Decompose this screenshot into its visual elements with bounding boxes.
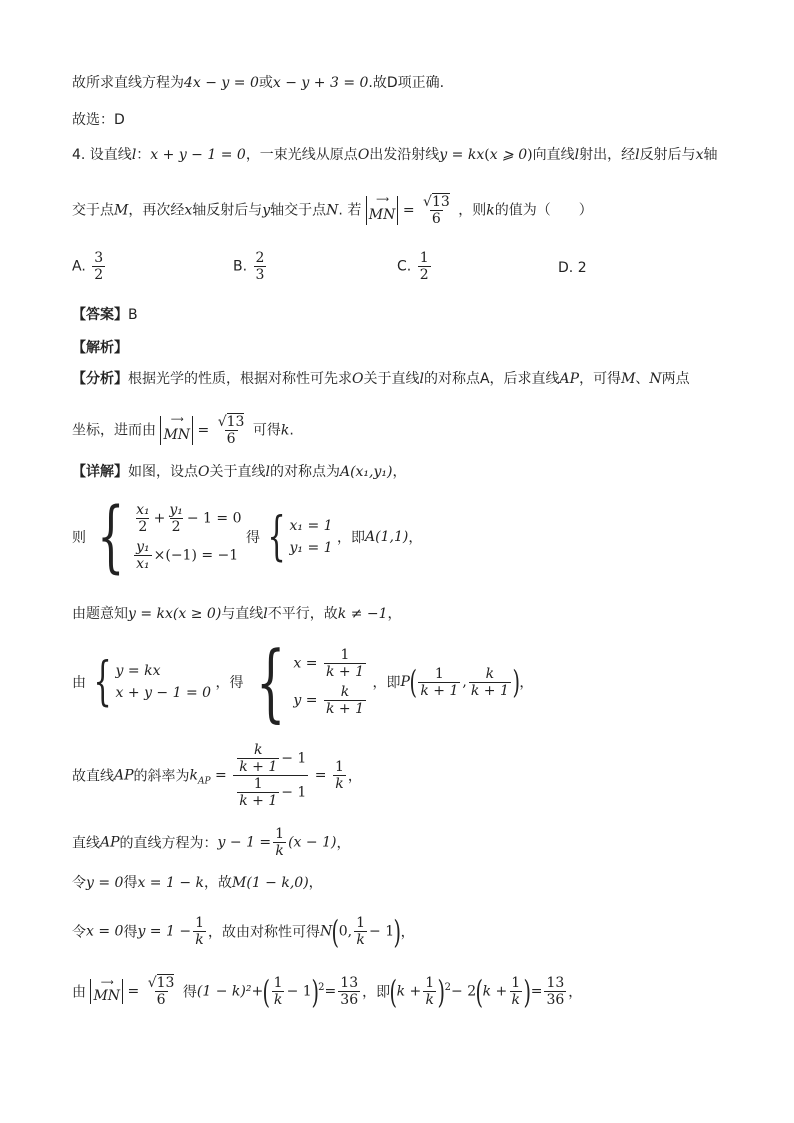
minus-one: − 1 bbox=[281, 784, 307, 801]
fraction: $\frac{√13}{6}$ bbox=[217, 414, 245, 447]
denominator: 2 bbox=[138, 519, 148, 535]
question-4-line-1: 4. 设直线l：x + y − 1 = 0，一束光线从原点O出发沿射线y = kx(x ⩾ 0)向直线l射出，经l反射后与x轴 bbox=[72, 147, 718, 163]
var: MN bbox=[163, 427, 191, 443]
text: 得 bbox=[123, 875, 138, 891]
numerator: k bbox=[485, 665, 495, 682]
var: y bbox=[262, 202, 271, 219]
text: ，一束光线从原点 bbox=[245, 147, 358, 163]
equation: y = kx bbox=[439, 147, 485, 163]
condition: (x ≥ 0) bbox=[172, 606, 222, 622]
text: 可得 bbox=[252, 422, 281, 439]
text: 则 bbox=[72, 530, 86, 546]
text: ，故由对称性可得 bbox=[208, 924, 320, 941]
var: x bbox=[695, 147, 704, 163]
text: 轴反射后与 bbox=[192, 202, 263, 219]
text: 的斜率为 bbox=[133, 768, 190, 785]
text: 故所求直线方程为 bbox=[72, 75, 184, 91]
var: AP bbox=[114, 767, 134, 784]
option-c[interactable] bbox=[397, 250, 433, 283]
text: 如图，设点 bbox=[128, 464, 198, 480]
text: 得 bbox=[182, 984, 197, 1001]
lhs: y − 1 = bbox=[217, 834, 272, 851]
denominator: k + 1 bbox=[239, 759, 278, 775]
text: ，再次经 bbox=[128, 202, 185, 219]
complex-fraction bbox=[233, 742, 308, 809]
text: 直线 bbox=[72, 835, 100, 852]
text: 出发沿射线 bbox=[369, 147, 440, 163]
denominator: k + 1 bbox=[325, 664, 364, 680]
text: ， bbox=[387, 606, 402, 622]
lhs: x = bbox=[293, 655, 318, 672]
text: 关于直线 bbox=[209, 464, 266, 480]
inequality: k ≠ −1 bbox=[337, 606, 388, 622]
text: 坐标，进而由 bbox=[72, 422, 156, 439]
var: k bbox=[189, 767, 199, 784]
vector-magnitude: ⟶ MN bbox=[90, 979, 123, 1004]
var: MN bbox=[93, 988, 121, 1004]
text: ，即 bbox=[362, 984, 391, 1001]
text: ，故 bbox=[204, 875, 233, 891]
text: ： bbox=[136, 147, 151, 163]
numerator: y₁ bbox=[136, 539, 150, 555]
radicand: 13 bbox=[431, 194, 450, 210]
text: ， bbox=[400, 924, 415, 941]
denominator: 2 bbox=[94, 267, 104, 283]
text: ， bbox=[519, 675, 534, 691]
let-x-zero: 令x = 0得y = 1 − $\frac{1}{k}$ ，故由对称性可得N(0, $\frac{1}{k}$ − 1)， bbox=[72, 912, 415, 951]
var: N bbox=[326, 202, 339, 219]
text: 与直线 bbox=[221, 606, 264, 622]
denominator: 3 bbox=[255, 267, 265, 283]
system-1: 则 { $\frac{\text{x₁}}{2}$ + $\frac{\text{y₁}}{2}$ − 1 = 0 $\frac{\text{y₁}}{\text{x₁}}$ ×(−1) = −1 得 { x₁ = 1 y₁ = 1 ，即A(1,1)， bbox=[72, 492, 423, 582]
var: O bbox=[357, 147, 370, 163]
exponent: 2 bbox=[318, 981, 325, 993]
text: 得 bbox=[245, 530, 260, 546]
var: l bbox=[265, 464, 270, 480]
option-label: B. bbox=[233, 258, 248, 275]
text: ，即 bbox=[337, 530, 366, 546]
numerator: 1 bbox=[334, 759, 344, 775]
denominator: k + 1 bbox=[470, 682, 509, 699]
answer-line bbox=[72, 305, 138, 325]
detail-tag: 【详解】 bbox=[72, 464, 128, 480]
lhs: y = bbox=[293, 692, 318, 709]
term: (1 − k)² bbox=[196, 983, 252, 1000]
equation-tail: − 1 = 0 bbox=[186, 510, 242, 527]
equation: x = 0 bbox=[86, 923, 124, 940]
solution: x₁ = 1 bbox=[289, 518, 333, 534]
fenxi-tag: 【分析】 bbox=[72, 371, 128, 387]
text: .故D项正确. bbox=[368, 75, 445, 91]
fraction bbox=[418, 250, 431, 283]
fraction: $\frac{√13}{6}$ bbox=[423, 194, 450, 227]
var: P bbox=[400, 674, 410, 690]
denominator: k + 1 bbox=[239, 793, 278, 809]
denominator: k bbox=[425, 992, 434, 1008]
slope-line bbox=[72, 742, 362, 809]
equation: x = 1 − k bbox=[137, 875, 205, 891]
text: 交于点 bbox=[72, 202, 114, 219]
term: k + bbox=[482, 983, 508, 1000]
text: ， bbox=[308, 875, 323, 891]
denominator: k bbox=[273, 992, 283, 1008]
text: 根据光学的性质，根据对称性可先求 bbox=[128, 371, 352, 387]
text: 轴 bbox=[703, 147, 718, 163]
text: 得 bbox=[123, 924, 138, 941]
plus: + bbox=[153, 510, 166, 527]
text: . 若 bbox=[338, 202, 362, 219]
numerator: 3 bbox=[94, 250, 104, 266]
var: N bbox=[649, 371, 662, 387]
text: ， bbox=[568, 984, 583, 1001]
numerator: 1 bbox=[340, 647, 350, 663]
numerator: 1 bbox=[425, 975, 435, 991]
text: ， bbox=[408, 530, 423, 546]
text: 的值为（ ） bbox=[494, 202, 593, 219]
var: k bbox=[486, 202, 495, 219]
fenxi-line-2: 坐标，进而由 ⟶ MN = $\frac{√13}{6}$ 可得k. bbox=[72, 414, 294, 447]
denominator: 36 bbox=[340, 992, 359, 1008]
denominator: k bbox=[511, 992, 520, 1008]
text: 向直线 bbox=[532, 147, 575, 163]
text: ，得 bbox=[215, 675, 244, 691]
text: 的直线方程为： bbox=[119, 835, 218, 852]
equation: 4x − y = 0 bbox=[184, 75, 259, 91]
var: AP bbox=[100, 834, 120, 851]
numerator: 1 bbox=[273, 975, 283, 991]
fenxi-line-1 bbox=[72, 369, 690, 389]
text: 射出，经 bbox=[579, 147, 636, 163]
equation: x + y − 1 = 0 bbox=[150, 147, 246, 163]
var: M bbox=[621, 371, 636, 387]
var: l bbox=[263, 606, 268, 622]
point: M(1 − k,0) bbox=[232, 875, 309, 891]
text: 由 bbox=[72, 675, 86, 691]
text: 故直线 bbox=[72, 768, 114, 785]
option-d[interactable] bbox=[558, 260, 587, 276]
text: . bbox=[289, 422, 294, 439]
denominator: 6 bbox=[431, 211, 441, 227]
answer-tag: 【答案】 bbox=[72, 307, 128, 323]
exponent: 2 bbox=[444, 981, 452, 993]
let-y-zero bbox=[72, 873, 323, 893]
numerator: 1 bbox=[356, 915, 366, 931]
analysis-heading: 【解析】 bbox=[72, 340, 128, 356]
var: M bbox=[114, 202, 129, 219]
equation: y = 0 bbox=[86, 875, 124, 891]
text: 由题意知 bbox=[72, 606, 128, 622]
option-label: A. bbox=[72, 258, 86, 275]
numerator: x₁ bbox=[136, 502, 150, 518]
line-ap-equation bbox=[72, 826, 350, 859]
equation-tail: ×(−1) = −1 bbox=[153, 547, 239, 564]
numerator: 13 bbox=[546, 975, 565, 991]
numerator: k bbox=[253, 742, 263, 758]
minus-one: − 1 bbox=[369, 923, 395, 940]
text: 轴交于点 bbox=[270, 202, 327, 219]
var: x bbox=[184, 202, 193, 219]
text: 不平行，故 bbox=[267, 606, 338, 622]
var: N bbox=[320, 923, 333, 940]
numerator: 1 bbox=[511, 975, 521, 991]
text: 反射后与 bbox=[639, 147, 696, 163]
vector-magnitude: ⟶ MN bbox=[160, 416, 193, 445]
equation: y = kx bbox=[115, 663, 161, 679]
option-b[interactable] bbox=[233, 250, 268, 283]
denominator: 6 bbox=[156, 992, 166, 1008]
numerator: y₁ bbox=[169, 502, 183, 518]
equation: x + y − 1 = 0 bbox=[115, 685, 212, 701]
text: 4. 设直线 bbox=[72, 147, 132, 163]
numerator: k bbox=[340, 684, 350, 700]
term: k + bbox=[396, 983, 422, 1000]
text: ，可得 bbox=[579, 371, 622, 387]
text: 两点 bbox=[661, 371, 690, 387]
vector-magnitude: ⟶ MN bbox=[366, 196, 399, 225]
plus: + bbox=[251, 983, 264, 1000]
denominator: x₁ bbox=[136, 556, 150, 572]
text: 或 bbox=[258, 75, 273, 91]
text: 的对称点A，后求直线 bbox=[423, 371, 560, 387]
text: 的对称点为 bbox=[269, 464, 340, 480]
var: AP bbox=[559, 371, 580, 387]
system-2: 由 { y = kx x + y − 1 = 0 ，得 { x = $\frac{1}{k + 1}$ y = $\frac{k}{k + 1}$ ，即P( $\frac{1}{k + 1}$ , $\frac{k}{k + 1}$ )， bbox=[72, 633, 534, 731]
equals: = bbox=[215, 767, 227, 784]
text: 关于直线 bbox=[363, 371, 420, 387]
equation: y = 1 − bbox=[137, 923, 192, 940]
text: 由 bbox=[72, 984, 86, 1001]
condition: x ⩾ 0 bbox=[489, 147, 528, 163]
coordinate: 0, bbox=[338, 923, 353, 940]
point: A(1,1) bbox=[365, 529, 409, 545]
numerator: 1 bbox=[275, 826, 285, 842]
minus-one: − 1 bbox=[281, 750, 307, 767]
text: 令 bbox=[72, 875, 86, 891]
equals: = bbox=[530, 983, 543, 1000]
option-label: D. bbox=[558, 260, 574, 276]
solution: y₁ = 1 bbox=[289, 540, 333, 556]
equals: = bbox=[324, 983, 337, 1000]
detail-line bbox=[72, 462, 406, 482]
denominator: 36 bbox=[546, 992, 565, 1008]
denominator: 6 bbox=[226, 431, 236, 447]
var: l bbox=[131, 147, 137, 163]
text: ，则 bbox=[458, 202, 487, 219]
equation: x − y + 3 = 0 bbox=[272, 75, 369, 91]
denominator: k + 1 bbox=[325, 701, 364, 717]
var: MN bbox=[368, 207, 396, 223]
text: ， bbox=[336, 835, 351, 852]
var: O bbox=[352, 371, 364, 387]
minus-one: − 1 bbox=[286, 983, 312, 1000]
text: 令 bbox=[72, 924, 86, 941]
answer-value: B bbox=[128, 307, 138, 323]
conclusion-line bbox=[72, 73, 444, 93]
radicand: 13 bbox=[156, 975, 175, 991]
text: ，即 bbox=[372, 675, 401, 691]
numerator: 13 bbox=[340, 975, 359, 991]
fraction bbox=[254, 250, 267, 283]
option-label: C. bbox=[397, 258, 412, 275]
option-value: 2 bbox=[577, 260, 587, 276]
numerator: 2 bbox=[255, 250, 265, 266]
var: l bbox=[635, 147, 640, 163]
numerator: 1 bbox=[434, 665, 444, 682]
choice-line: 故选：D bbox=[72, 112, 125, 128]
rhs: (x − 1) bbox=[288, 834, 337, 851]
denominator: k bbox=[275, 843, 284, 859]
equals: = bbox=[314, 767, 327, 784]
denominator: k bbox=[195, 932, 204, 948]
equation: y = kx bbox=[128, 606, 173, 622]
var: l bbox=[419, 371, 424, 387]
numerator: 1 bbox=[419, 250, 429, 266]
subscript: AP bbox=[198, 776, 211, 787]
var: O bbox=[198, 464, 210, 480]
term: − 2 bbox=[451, 983, 477, 1000]
var: l bbox=[574, 147, 580, 163]
final-equation: 由 ⟶ MN = $\frac{√13}{6}$ 得(1 − k)²+( $\frac{1}{k}$ − 1)$^2$= $\frac{13}{36}$ ，即(k + $\frac{1}{k}$ )$^2$− 2(k + $\frac{1}{k}$ )= $\frac{13}{36}$ ， bbox=[72, 972, 583, 1011]
numerator: 1 bbox=[253, 776, 263, 792]
point: A(x₁,y₁) bbox=[339, 464, 393, 480]
text: ， bbox=[347, 768, 362, 785]
denominator: k bbox=[335, 776, 344, 792]
denominator: 2 bbox=[419, 267, 429, 283]
denominator: k + 1 bbox=[420, 682, 459, 699]
text: 、 bbox=[635, 371, 650, 387]
radicand: 13 bbox=[226, 414, 245, 430]
denominator: k bbox=[356, 932, 365, 948]
not-parallel-line bbox=[72, 604, 402, 624]
denominator: 2 bbox=[171, 519, 181, 535]
equals: = bbox=[402, 202, 415, 219]
option-a[interactable] bbox=[72, 250, 107, 283]
numerator: 1 bbox=[195, 915, 204, 931]
question-4-line-2 bbox=[72, 194, 593, 227]
fraction bbox=[92, 250, 105, 283]
var: k bbox=[280, 422, 290, 439]
text: ， bbox=[392, 464, 407, 480]
